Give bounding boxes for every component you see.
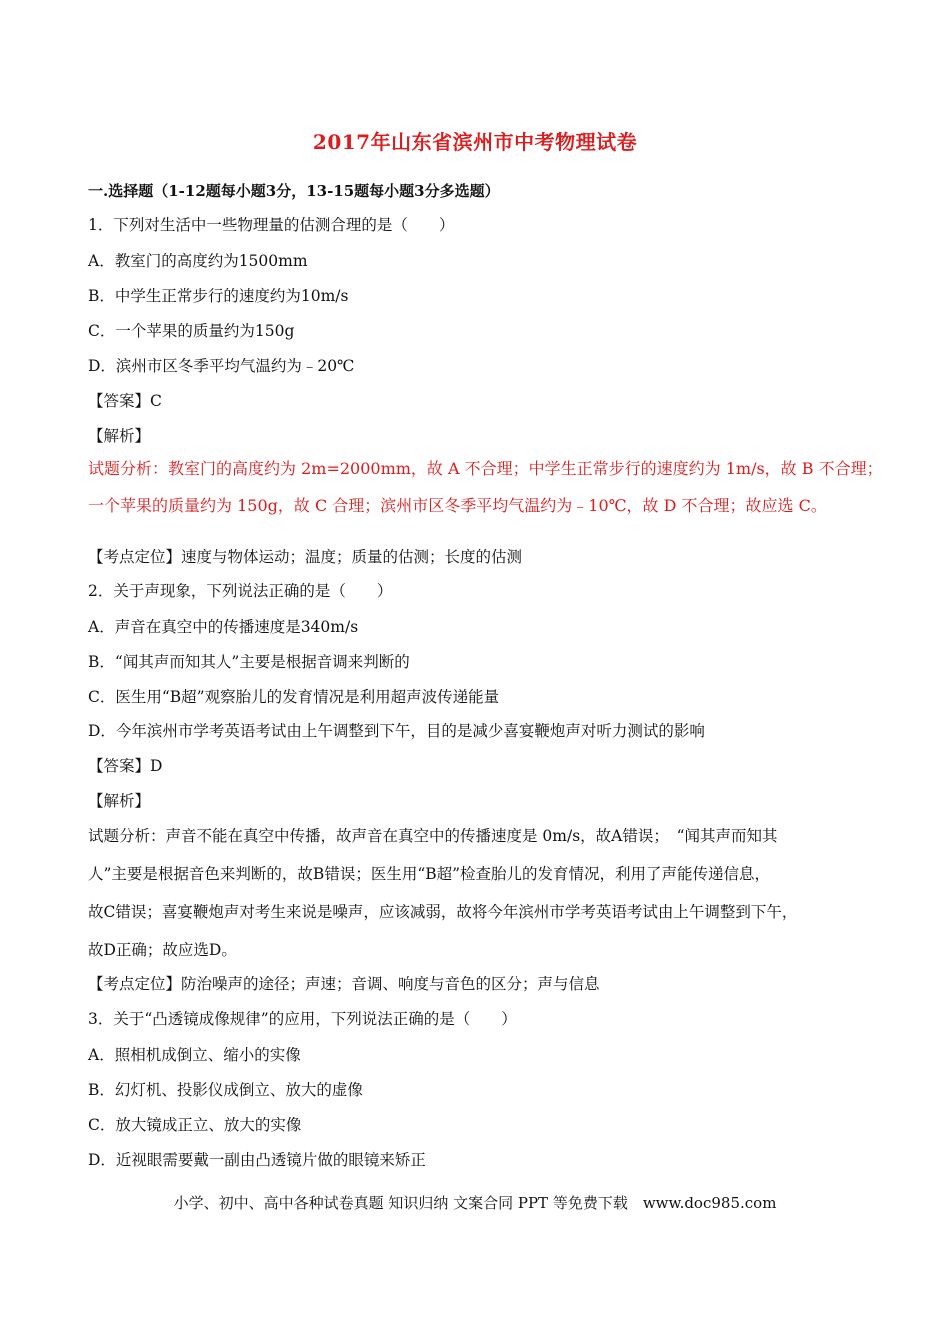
question-1-option-d: D．滨州市区冬季平均气温约为﹣20℃ xyxy=(88,357,355,375)
question-2-analysis-line-3: 故C错误；喜宴鞭炮声对考生来说是噪声，应该减弱，故将今年滨州市学考英语考试由上午调整到下午， xyxy=(88,903,798,921)
question-1-analysis-line-2: 一个苹果的质量约为 150g，故 C 合理；滨州市区冬季平均气温约为﹣10℃，故 D 不合理；故应选 C。 xyxy=(88,496,827,515)
question-1-analysis-line-1: 试题分析：教室门的高度约为 2m=2000mm，故 A 不合理；中学生正常步行的速度约为 1m/s，故 B 不合理； xyxy=(88,459,883,478)
question-2-option-b: B．“闻其声而知其人”主要是根据音调来判断的 xyxy=(88,653,410,671)
question-2-option-c: C．医生用“B超”观察胎儿的发育情况是利用超声波传递能量 xyxy=(88,688,500,706)
question-2-analysis-line-1: 试题分析：声音不能在真空中传播，故声音在真空中的传播速度是 0m/s，故A错误； “闻其声而知其 xyxy=(88,827,778,845)
question-2-analysis-line-2: 人”主要是根据音色来判断的，故B错误；医生用“B超”检查胎儿的发育情况，利用了声能传递信息， xyxy=(88,865,771,883)
question-1-stem: 1．下列对生活中一些物理量的估测合理的是（ ） xyxy=(88,216,455,234)
question-3-stem: 3．关于“凸透镜成像规律”的应用，下列说法正确的是（ ） xyxy=(88,1010,517,1028)
question-2-stem: 2．关于声现象，下列说法正确的是（ ） xyxy=(88,582,393,600)
question-1-analysis-label: 【解析】 xyxy=(88,427,151,445)
question-3-option-d: D．近视眼需要戴一副由凸透镜片做的眼镜来矫正 xyxy=(88,1151,426,1169)
section-heading: 一.选择题（1-12题每小题3分，13-15题每小题3分多选题） xyxy=(88,182,500,200)
question-2-key-points: 【考点定位】防治噪声的途径；声速；音调、响度与音色的区分；声与信息 xyxy=(88,975,600,993)
question-3-option-b: B．幻灯机、投影仪成倒立、放大的虚像 xyxy=(88,1081,363,1099)
question-1-key-points: 【考点定位】速度与物体运动；温度；质量的估测；长度的估测 xyxy=(88,548,523,566)
question-2-option-a: A．声音在真空中的传播速度是340m/s xyxy=(88,618,359,636)
question-2-option-d: D．今年滨州市学考英语考试由上午调整到下午，目的是减少喜宴鞭炮声对听力测试的影响 xyxy=(88,722,705,740)
question-3-option-c: C．放大镜成正立、放大的实像 xyxy=(88,1116,302,1134)
question-1-option-c: C．一个苹果的质量约为150g xyxy=(88,322,295,340)
question-1-answer: 【答案】C xyxy=(88,392,162,410)
question-1-option-a: A．教室门的高度约为1500mm xyxy=(88,252,308,270)
question-2-analysis-label: 【解析】 xyxy=(88,792,151,810)
document-title: 2017年山东省滨州市中考物理试卷 xyxy=(312,130,638,154)
question-2-answer: 【答案】D xyxy=(88,757,163,775)
page-footer: 小学、初中、高中各种试卷真题 知识归纳 文案合同 PPT 等免费下载 www.doc985.com xyxy=(173,1194,777,1212)
question-3-option-a: A．照相机成倒立、缩小的实像 xyxy=(88,1046,301,1064)
question-1-option-b: B．中学生正常步行的速度约为10m/s xyxy=(88,287,349,305)
question-2-analysis-line-4: 故D正确；故应选D。 xyxy=(88,941,237,959)
